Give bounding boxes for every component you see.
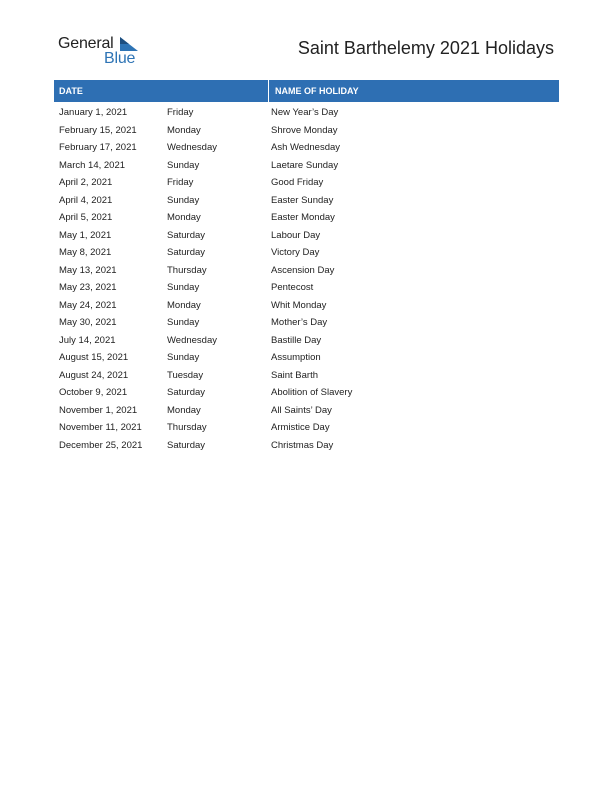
table-row xyxy=(54,349,559,367)
logo-word-general: General xyxy=(58,35,114,52)
holiday-weekday: Tuesday xyxy=(167,369,204,381)
holiday-date: July 14, 2021 xyxy=(59,334,116,346)
holiday-date: August 15, 2021 xyxy=(59,352,129,364)
table-row xyxy=(54,244,559,262)
holiday-date: August 24, 2021 xyxy=(59,369,129,381)
table-row xyxy=(54,314,559,332)
holiday-weekday: Friday xyxy=(167,177,194,189)
holiday-weekday: Sunday xyxy=(167,282,200,294)
holiday-weekday: Monday xyxy=(167,212,201,224)
holiday-name: Assumption xyxy=(271,352,321,364)
table-row xyxy=(54,384,559,402)
holiday-date: May 30, 2021 xyxy=(59,317,117,329)
holiday-name: Armistice Day xyxy=(271,422,330,434)
table-row xyxy=(54,297,559,315)
holiday-weekday: Sunday xyxy=(167,159,200,171)
holiday-date: December 25, 2021 xyxy=(59,439,143,451)
table-row xyxy=(54,402,559,420)
holiday-name: Shrove Monday xyxy=(271,124,338,136)
table-row xyxy=(54,139,559,157)
table-row xyxy=(54,332,559,350)
holiday-date: May 1, 2021 xyxy=(59,229,112,241)
holiday-weekday: Monday xyxy=(167,404,201,416)
holiday-weekday: Saturday xyxy=(167,247,206,259)
table-row xyxy=(54,122,559,140)
column-header-date: DATE xyxy=(54,80,269,102)
holiday-weekday: Monday xyxy=(167,124,201,136)
holiday-name: Labour Day xyxy=(271,229,321,241)
holiday-date: January 1, 2021 xyxy=(59,107,128,119)
holiday-weekday: Monday xyxy=(167,299,201,311)
table-row xyxy=(54,209,559,227)
table-row xyxy=(54,279,559,297)
holiday-date: November 11, 2021 xyxy=(59,422,142,434)
holiday-date: February 15, 2021 xyxy=(59,124,137,136)
holiday-date: October 9, 2021 xyxy=(59,387,128,399)
table-row xyxy=(54,157,559,175)
table-row xyxy=(54,174,559,192)
table-header xyxy=(54,80,559,102)
table-row xyxy=(54,104,559,122)
holiday-weekday: Sunday xyxy=(167,317,200,329)
holiday-name: Victory Day xyxy=(271,247,320,259)
holiday-name: Saint Barth xyxy=(271,369,318,381)
holiday-date: April 4, 2021 xyxy=(59,194,113,206)
holiday-date: March 14, 2021 xyxy=(59,159,126,171)
holiday-date: May 24, 2021 xyxy=(59,299,117,311)
holiday-date: April 2, 2021 xyxy=(59,177,113,189)
holiday-weekday: Thursday xyxy=(167,264,207,276)
table-row xyxy=(54,227,559,245)
holiday-name: Abolition of Slavery xyxy=(271,387,353,399)
holiday-weekday: Sunday xyxy=(167,352,200,364)
generalblue-logo xyxy=(58,34,148,68)
table-row xyxy=(54,419,559,437)
table-row xyxy=(54,192,559,210)
holiday-weekday: Saturday xyxy=(167,229,206,241)
holiday-name: Laetare Sunday xyxy=(271,159,339,171)
holiday-weekday: Wednesday xyxy=(167,334,217,346)
holiday-name: Mother’s Day xyxy=(271,317,328,329)
holiday-name: Good Friday xyxy=(271,177,324,189)
holiday-date: November 1, 2021 xyxy=(59,404,138,416)
holiday-weekday: Thursday xyxy=(167,422,207,434)
holiday-name: Easter Monday xyxy=(271,212,335,224)
holiday-name: Bastille Day xyxy=(271,334,322,346)
holiday-name: Ascension Day xyxy=(271,264,335,276)
holiday-date: May 13, 2021 xyxy=(59,264,117,276)
holiday-name: Ash Wednesday xyxy=(271,142,341,154)
holiday-date: February 17, 2021 xyxy=(59,142,137,154)
holiday-name: All Saints’ Day xyxy=(271,404,332,416)
column-header-name: NAME OF HOLIDAY xyxy=(275,86,359,96)
holiday-name: Pentecost xyxy=(271,282,314,294)
holiday-weekday: Saturday xyxy=(167,439,206,451)
holiday-name: Easter Sunday xyxy=(271,194,334,206)
holiday-weekday: Wednesday xyxy=(167,142,217,154)
logo-word-blue: Blue xyxy=(104,50,136,67)
table-row xyxy=(54,262,559,280)
holiday-name: Whit Monday xyxy=(271,299,327,311)
holiday-name: Christmas Day xyxy=(271,439,334,451)
holiday-table xyxy=(54,80,559,454)
table-row xyxy=(54,437,559,455)
holiday-name: New Year’s Day xyxy=(271,107,339,119)
holiday-date: April 5, 2021 xyxy=(59,212,113,224)
holiday-weekday: Saturday xyxy=(167,387,206,399)
holiday-date: May 23, 2021 xyxy=(59,282,117,294)
holiday-weekday: Friday xyxy=(167,107,194,119)
page-title: Saint Barthelemy 2021 Holidays xyxy=(297,38,554,58)
holiday-date: May 8, 2021 xyxy=(59,247,112,259)
table-row xyxy=(54,367,559,385)
holiday-weekday: Sunday xyxy=(167,194,200,206)
table-body xyxy=(54,102,559,454)
